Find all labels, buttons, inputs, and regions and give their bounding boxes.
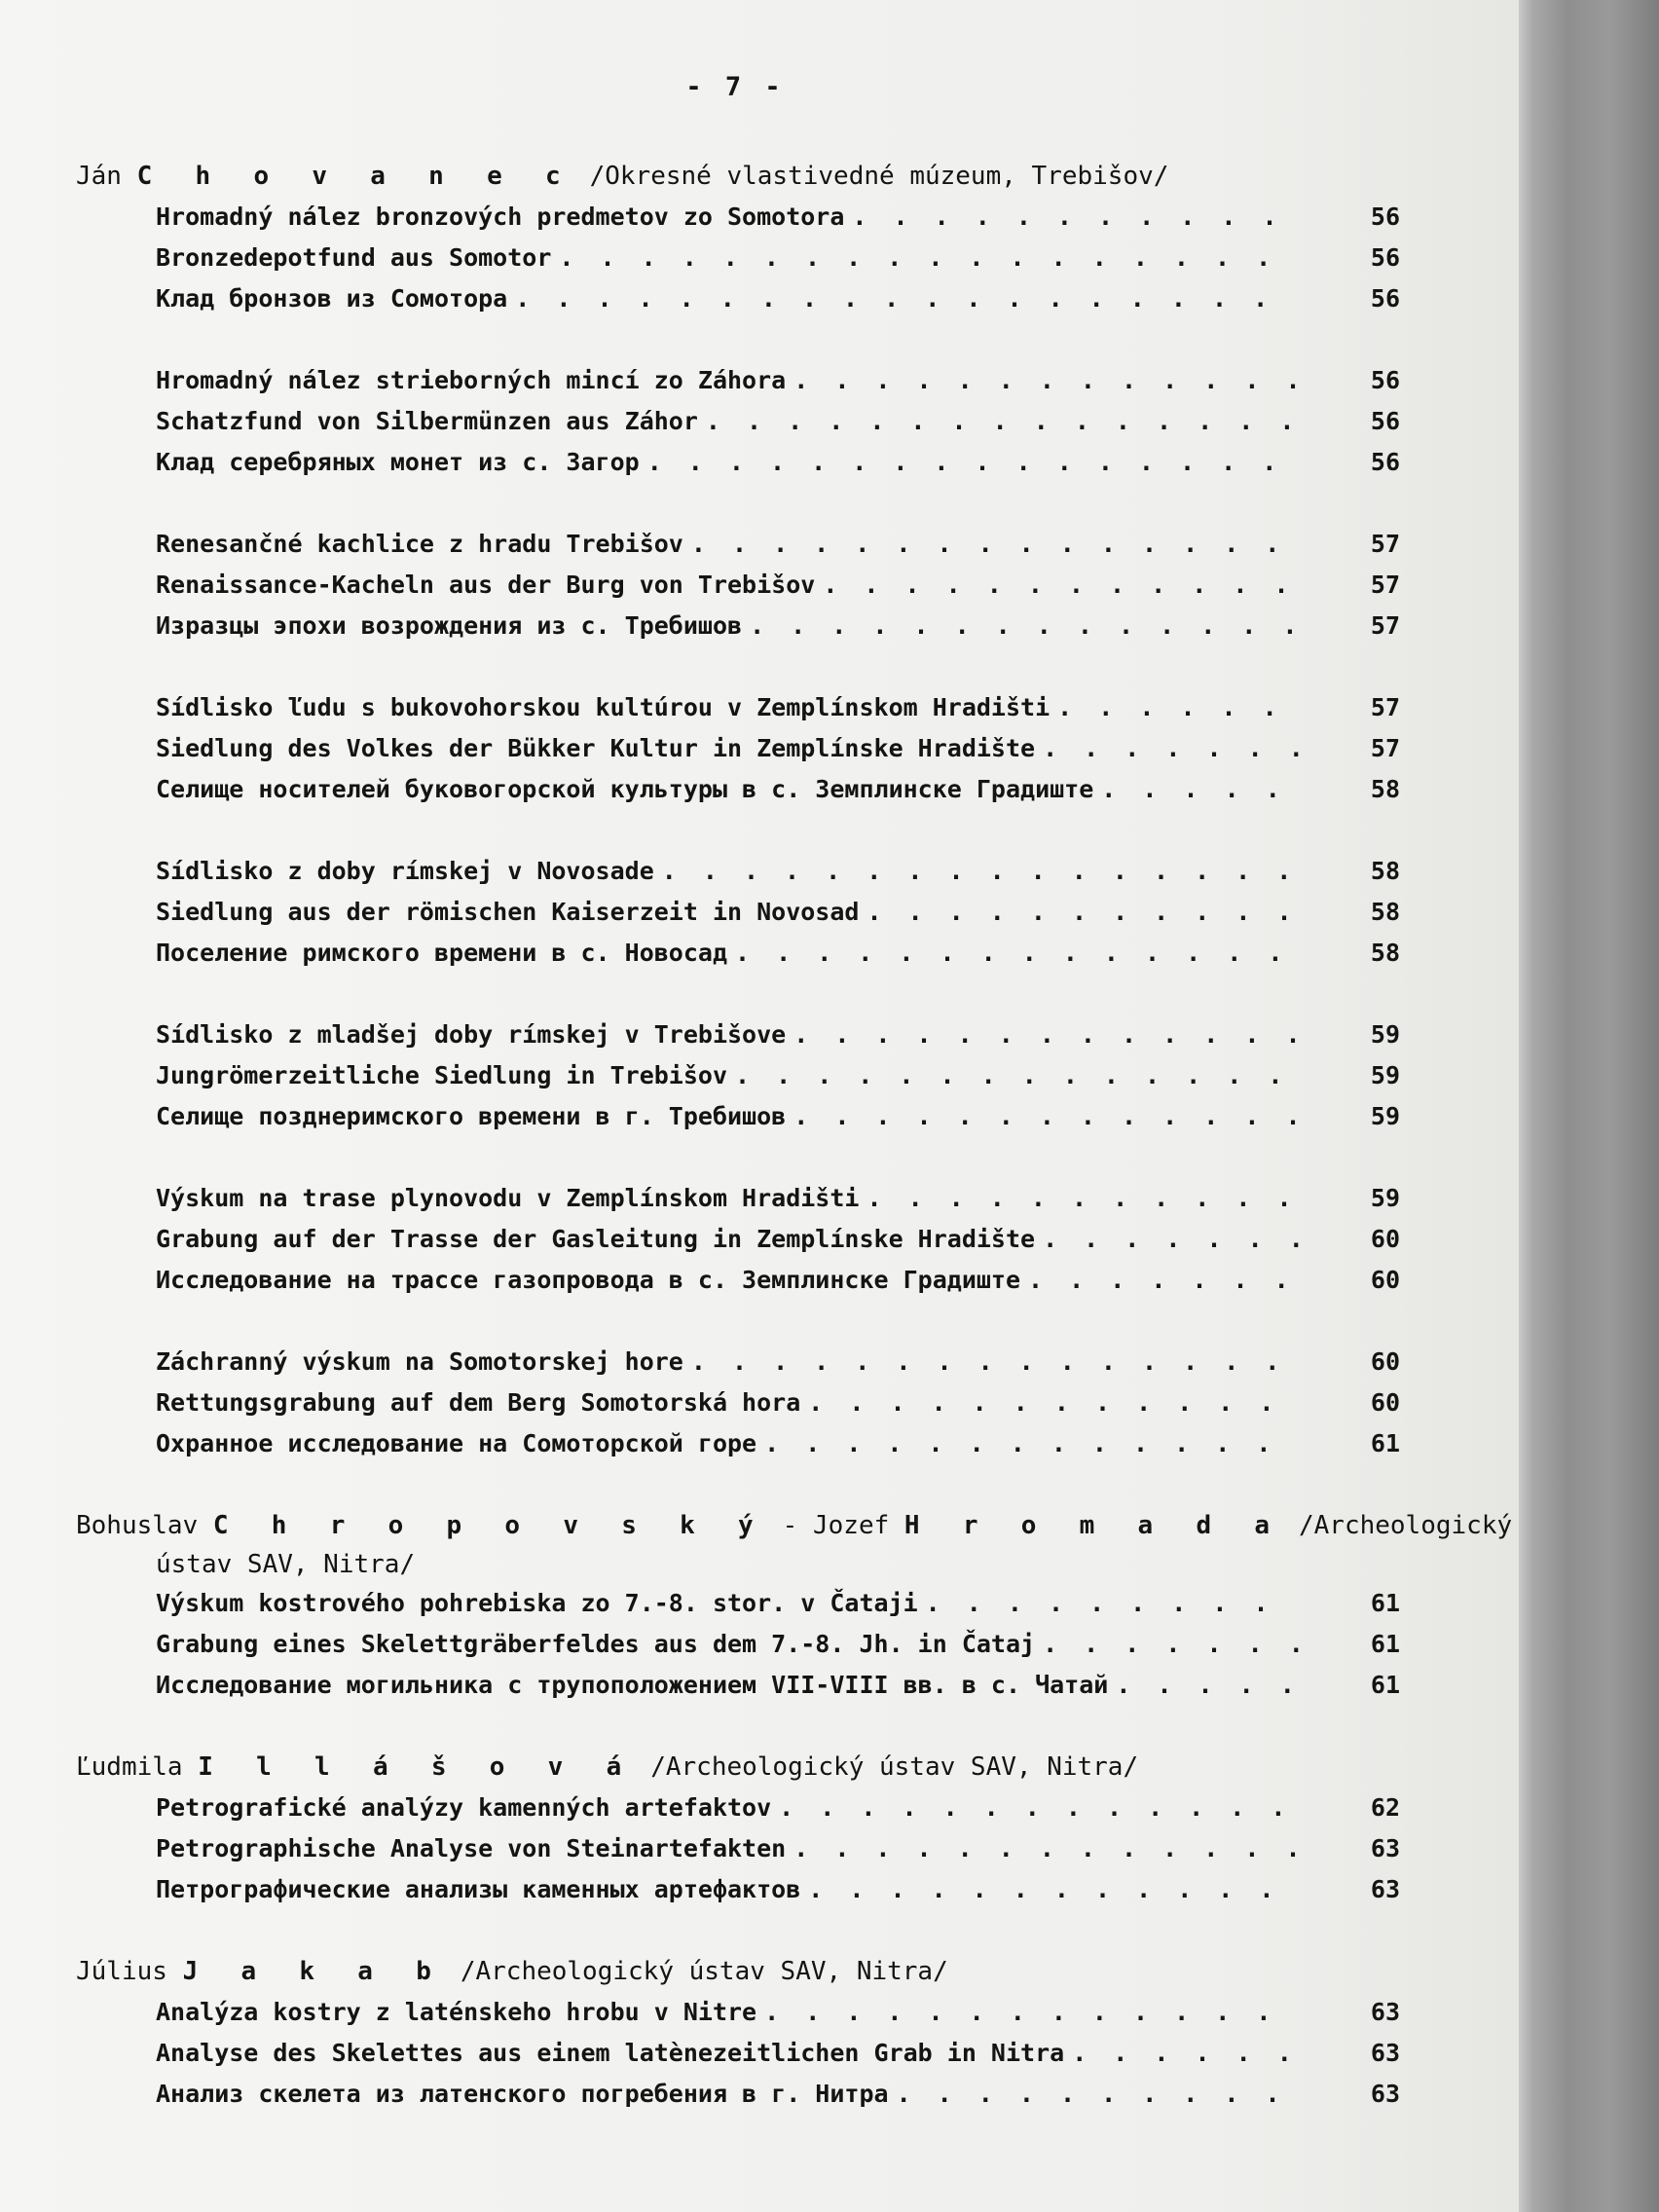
entry-page-number: 63 xyxy=(1370,1834,1400,1862)
toc-entry xyxy=(76,1624,1400,1665)
entry-page-number: 56 xyxy=(1370,243,1400,272)
section-spacer xyxy=(76,1464,1400,1505)
toc-entry xyxy=(76,278,1400,319)
leader-dots xyxy=(1101,769,1299,810)
entry-title: Исследование на трассе газопровода в с. Земплинске Градиште xyxy=(156,1266,1021,1294)
toc-entry xyxy=(76,1788,1400,1828)
entry-page-number: 63 xyxy=(1370,2039,1400,2067)
entry-page-number: 60 xyxy=(1370,1266,1400,1294)
toc-entry xyxy=(76,1014,1400,1055)
entry-page-number: 60 xyxy=(1370,1388,1400,1417)
author-first-name: Bohuslav xyxy=(76,1511,199,1540)
group-spacer xyxy=(76,483,1400,524)
toc-entry xyxy=(76,1665,1400,1706)
entry-page-number: 59 xyxy=(1370,1102,1400,1130)
entry-title: Поселение римского времени в с. Новосад xyxy=(156,939,727,967)
author-heading xyxy=(76,1951,1400,1992)
entry-page-number: 62 xyxy=(1370,1793,1400,1822)
entry-page-number: 58 xyxy=(1370,939,1400,967)
entry-title: Siedlung des Volkes der Bükker Kultur in Zemplínske Hradište xyxy=(156,734,1036,762)
leader-dots xyxy=(706,401,1299,442)
toc-entry xyxy=(76,565,1400,606)
section-spacer xyxy=(76,1910,1400,1951)
leader-dots xyxy=(1028,1260,1299,1301)
entry-page-number: 63 xyxy=(1370,2080,1400,2108)
leader-dots xyxy=(926,1583,1299,1624)
entry-page-number: 59 xyxy=(1370,1061,1400,1089)
toc-entry xyxy=(76,851,1400,892)
leader-dots xyxy=(735,1055,1299,1096)
leader-dots xyxy=(1057,687,1299,728)
leader-dots xyxy=(779,1788,1299,1828)
author-surname: H r o m a d a xyxy=(903,1511,1284,1540)
entry-title: Analyse des Skelettes aus einem latènezeitlichen Grab in Nitra xyxy=(156,2039,1065,2067)
author-affiliation: /Okresné vlastivedné múzeum, Trebišov/ xyxy=(589,162,1169,191)
entry-title: Siedlung aus der römischen Kaiserzeit in Novosad xyxy=(156,898,860,926)
group-spacer xyxy=(76,1301,1400,1342)
entry-title: Клад бронзов из Сомотора xyxy=(156,284,508,313)
entry-page-number: 60 xyxy=(1370,1225,1400,1253)
entry-page-number: 58 xyxy=(1370,857,1400,885)
author-heading xyxy=(76,1747,1400,1788)
entry-title: Petrografické analýzy kamenných artefaktov xyxy=(156,1793,772,1822)
leader-dots xyxy=(662,851,1299,892)
toc-entry xyxy=(76,606,1400,646)
leader-dots xyxy=(793,1828,1299,1869)
entry-page-number: 56 xyxy=(1370,366,1400,394)
entry-page-number: 59 xyxy=(1370,1184,1400,1212)
entry-title: Селище позднеримского времени в г. Требишов xyxy=(156,1102,787,1130)
entry-page-number: 58 xyxy=(1370,775,1400,803)
author-surname: C h o v a n e c xyxy=(136,162,574,191)
leader-dots xyxy=(691,1342,1299,1382)
entry-title: Анализ скелета из латенского погребения в г. Нитра xyxy=(156,2080,889,2108)
leader-dots xyxy=(515,278,1299,319)
group-spacer xyxy=(76,810,1400,851)
group-spacer xyxy=(76,646,1400,687)
toc-entry xyxy=(76,524,1400,565)
toc-entry xyxy=(76,442,1400,483)
author-heading xyxy=(76,1505,1513,1546)
toc-entry xyxy=(76,1828,1400,1869)
leader-dots xyxy=(735,933,1299,974)
group-spacer xyxy=(76,1137,1400,1178)
entry-page-number: 63 xyxy=(1370,1998,1400,2026)
entry-page-number: 60 xyxy=(1370,1347,1400,1376)
toc-entry xyxy=(76,2074,1400,2115)
leader-dots xyxy=(1043,1219,1299,1260)
leader-dots xyxy=(808,1382,1299,1423)
entry-page-number: 59 xyxy=(1370,1020,1400,1049)
author-heading xyxy=(76,156,1400,197)
entry-page-number: 56 xyxy=(1370,203,1400,231)
entry-page-number: 61 xyxy=(1370,1589,1400,1617)
leader-dots xyxy=(750,606,1299,646)
table-of-contents xyxy=(76,156,1513,2115)
entry-title: Analýza kostry z laténskeho hrobu v Nitre xyxy=(156,1998,757,2026)
entry-title: Sídlisko z mladšej doby rímskej v Trebišove xyxy=(156,1020,787,1049)
entry-title: Renesančné kachlice z hradu Trebišov xyxy=(156,530,683,558)
author-first-name: Július xyxy=(76,1957,167,1986)
leader-dots xyxy=(764,1423,1299,1464)
author-affiliation: /Archeologický xyxy=(1298,1511,1513,1540)
entry-title: Sídlisko z doby rímskej v Novosade xyxy=(156,857,654,885)
author-affiliation: /Archeologický ústav SAV, Nitra/ xyxy=(650,1752,1139,1782)
entry-title: Bronzedepotfund aus Somotor xyxy=(156,243,552,272)
leader-dots xyxy=(1116,1665,1299,1706)
entry-title: Grabung eines Skelettgräberfeldes aus dem 7.-8. Jh. in Čataj xyxy=(156,1630,1036,1658)
entry-page-number: 61 xyxy=(1370,1429,1400,1457)
entry-title: Výskum na trase plynovodu v Zemplínskom Hradišti xyxy=(156,1184,860,1212)
entry-page-number: 58 xyxy=(1370,898,1400,926)
toc-entry xyxy=(76,1178,1400,1219)
leader-dots xyxy=(897,2074,1299,2115)
entry-title: Изразцы эпохи возрождения из с. Требишов xyxy=(156,611,743,640)
leader-dots xyxy=(1043,728,1299,769)
entry-title: Záchranný výskum na Somotorskej hore xyxy=(156,1347,683,1376)
entry-title: Клад серебряных монет из с. Загор xyxy=(156,448,640,476)
entry-title: Исследование могильника с трупоположением VII-VIII вв. в с. Чатай xyxy=(156,1671,1109,1699)
entry-page-number: 56 xyxy=(1370,407,1400,435)
entry-page-number: 57 xyxy=(1370,530,1400,558)
leader-dots xyxy=(866,1178,1299,1219)
toc-entry xyxy=(76,401,1400,442)
leader-dots xyxy=(1043,1624,1299,1665)
toc-entry xyxy=(76,728,1400,769)
toc-entry xyxy=(76,1583,1400,1624)
toc-entry xyxy=(76,769,1400,810)
author-surname: C h r o p o v s k ý xyxy=(212,1511,768,1540)
entry-title: Výskum kostrového pohrebiska zo 7.-8. stor. v Čataji xyxy=(156,1589,918,1617)
author-first-name: Jozef xyxy=(812,1511,890,1540)
entry-page-number: 61 xyxy=(1370,1630,1400,1658)
leader-dots xyxy=(559,238,1299,278)
leader-dots xyxy=(764,1992,1299,2033)
entry-page-number: 57 xyxy=(1370,693,1400,721)
entry-title: Hromadný nález strieborných mincí zo Záhora xyxy=(156,366,787,394)
leader-dots xyxy=(647,442,1299,483)
page-edge-shadow xyxy=(1519,0,1659,2212)
toc-entry xyxy=(76,360,1400,401)
section-spacer xyxy=(76,1706,1400,1747)
author-surname: J a k a b xyxy=(182,1957,446,1986)
leader-dots xyxy=(866,892,1299,933)
leader-dots xyxy=(793,360,1299,401)
leader-dots xyxy=(808,1869,1299,1910)
toc-entry xyxy=(76,1219,1400,1260)
entry-page-number: 61 xyxy=(1370,1671,1400,1699)
author-affiliation-continued: ústav SAV, Nitra/ xyxy=(156,1550,416,1579)
entry-title: Grabung auf der Trasse der Gasleitung in Zemplínske Hradište xyxy=(156,1225,1036,1253)
leader-dots xyxy=(793,1014,1299,1055)
entry-title: Селище носителей буковогорской культуры в с. Земплинске Градиште xyxy=(156,775,1094,803)
group-spacer xyxy=(76,319,1400,360)
group-spacer xyxy=(76,974,1400,1014)
entry-page-number: 57 xyxy=(1370,611,1400,640)
toc-entry xyxy=(76,1382,1400,1423)
author-affiliation: /Archeologický ústav SAV, Nitra/ xyxy=(460,1957,948,1986)
toc-entry xyxy=(76,892,1400,933)
leader-dots xyxy=(852,197,1299,238)
entry-title: Петрографические анализы каменных артефактов xyxy=(156,1875,801,1903)
author-first-name: Ľudmila xyxy=(76,1752,183,1782)
toc-entry xyxy=(76,1869,1400,1910)
toc-entry xyxy=(76,1260,1400,1301)
leader-dots xyxy=(691,524,1299,565)
leader-dots xyxy=(1072,2033,1299,2074)
author-first-name: Ján xyxy=(76,162,122,191)
entry-page-number: 57 xyxy=(1370,734,1400,762)
page-number: - 7 - xyxy=(685,72,785,102)
entry-title: Petrographische Analyse von Steinartefakten xyxy=(156,1834,787,1862)
toc-entry xyxy=(76,1423,1400,1464)
entry-title: Rettungsgrabung auf dem Berg Somotorská hora xyxy=(156,1388,801,1417)
toc-entry xyxy=(76,933,1400,974)
entry-title: Jungrömerzeitliche Siedlung in Trebišov xyxy=(156,1061,727,1089)
toc-entry xyxy=(76,1096,1400,1137)
author-surname: I l l á š o v á xyxy=(198,1752,636,1782)
toc-entry xyxy=(76,1992,1400,2033)
entry-title: Hromadný nález bronzových predmetov zo Somotora xyxy=(156,203,845,231)
author-separator: - xyxy=(782,1511,798,1540)
entry-title: Охранное исследование на Сомоторской горе xyxy=(156,1429,757,1457)
leader-dots xyxy=(793,1096,1299,1137)
entry-page-number: 56 xyxy=(1370,448,1400,476)
toc-entry xyxy=(76,197,1400,238)
entry-page-number: 63 xyxy=(1370,1875,1400,1903)
toc-entry xyxy=(76,687,1400,728)
toc-entry xyxy=(76,2033,1400,2074)
entry-title: Renaissance-Kacheln aus der Burg von Trebišov xyxy=(156,571,816,599)
entry-title: Sídlisko ľudu s bukovohorskou kultúrou v Zemplínskom Hradišti xyxy=(156,693,1051,721)
entry-page-number: 57 xyxy=(1370,571,1400,599)
toc-entry xyxy=(76,238,1400,278)
leader-dots xyxy=(823,565,1299,606)
entry-title: Schatzfund von Silbermünzen aus Záhor xyxy=(156,407,698,435)
toc-entry xyxy=(76,1055,1400,1096)
toc-entry xyxy=(76,1342,1400,1382)
entry-page-number: 56 xyxy=(1370,284,1400,313)
